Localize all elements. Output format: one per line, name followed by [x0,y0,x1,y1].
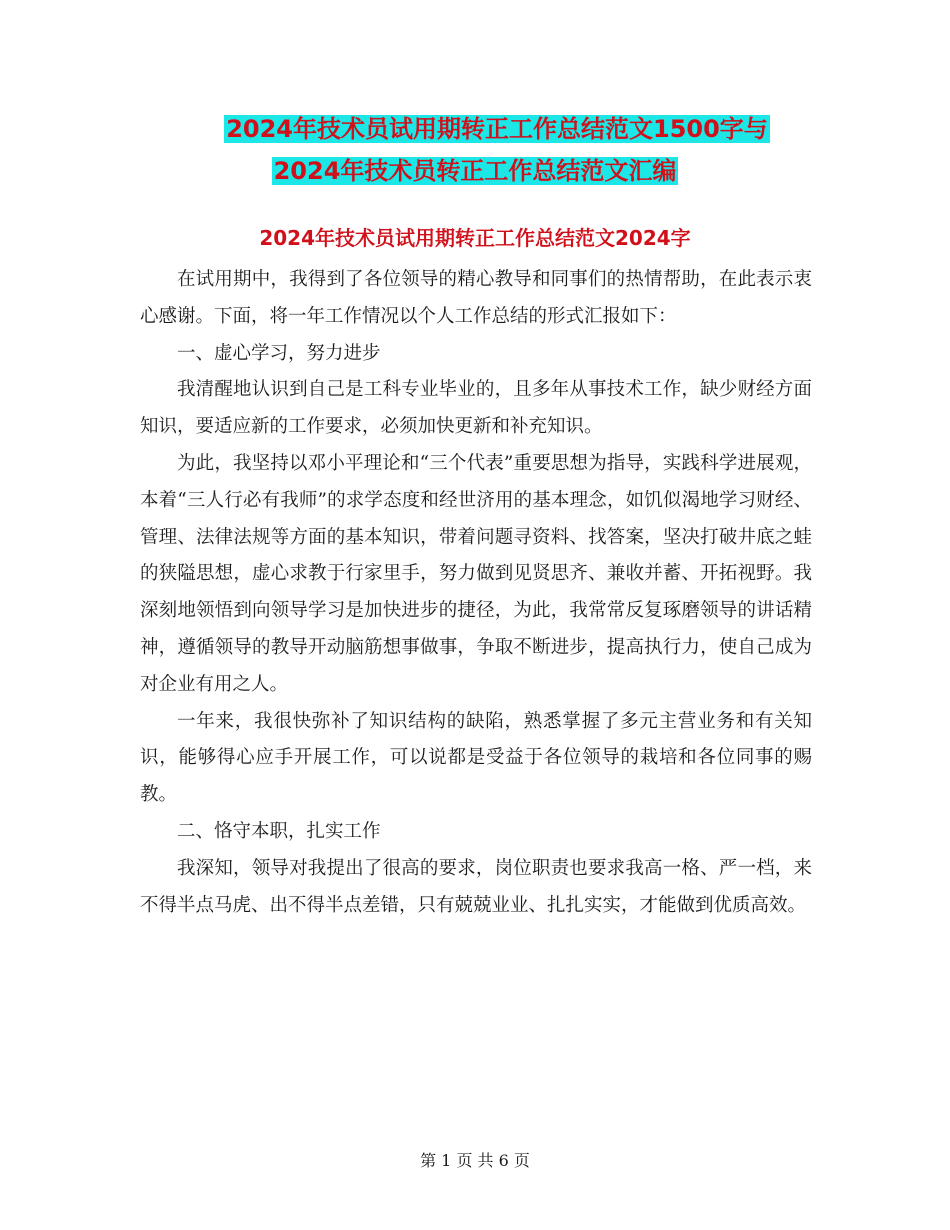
paragraph: 为此，我坚持以邓小平理论和“三个代表”重要思想为指导，实践科学进展观，本着“三人行必有我师”的求学态度和经世济用的基本理念，如饥似渴地学习财经、管理、法律法规等方面的基本知识，带着问题寻资料、找答案，坚决打破井底之蛙的狭隘思想，虚心求教于行家里手，努力做到见贤思齐、兼收并蓄、开拓视野。我深刻地领悟到向领导学习是加快进步的捷径，为此，我常常反复琢磨领导的讲话精神，遵循领导的教导开动脑筋想事做事，争取不断进步，提高执行力，使自己成为对企业有用之人。 [140,452,812,695]
paragraph-intro: 在试用期中，我得到了各位领导的精心教导和同事们的热情帮助，在此表示衷心感谢。下面，将一年工作情况以个人工作总结的形式汇报如下： [140,269,812,327]
document-title-line-2 [0,152,950,190]
paragraph: 我清醒地认识到自己是工科专业毕业的，且多年从事技术工作，缺少财经方面知识，要适应新的工作要求，必须加快更新和补充知识。 [140,379,812,438]
section-title: 2024年技术员试用期转正工作总结范文2024字 [259,226,691,250]
heading-section-1: 一、虚心学习，努力进步 [177,342,381,364]
title-highlight-2: 2024年技术员转正工作总结范文汇编 [273,157,677,185]
title-highlight-1: 2024年技术员试用期转正工作总结范文1500字与 [226,115,768,143]
heading-section-2: 二、恪守本职，扎实工作 [177,820,381,842]
paragraph: 我深知，领导对我提出了很高的要求，岗位职责也要求我高一格、严一档，来不得半点马虎、出不得半点差错，只有兢兢业业、扎扎实实，才能做到优质高效。 [140,857,812,916]
paragraph: 一年来，我很快弥补了知识结构的缺陷，熟悉掌握了多元主营业务和有关知识，能够得心应手开展工作，可以说都是受益于各位领导的栽培和各位同事的赐教。 [140,710,812,806]
page-footer: 第 1 页 共 6 页 [420,1151,530,1170]
document-body [140,262,812,924]
document-title-line-1 [0,110,950,148]
